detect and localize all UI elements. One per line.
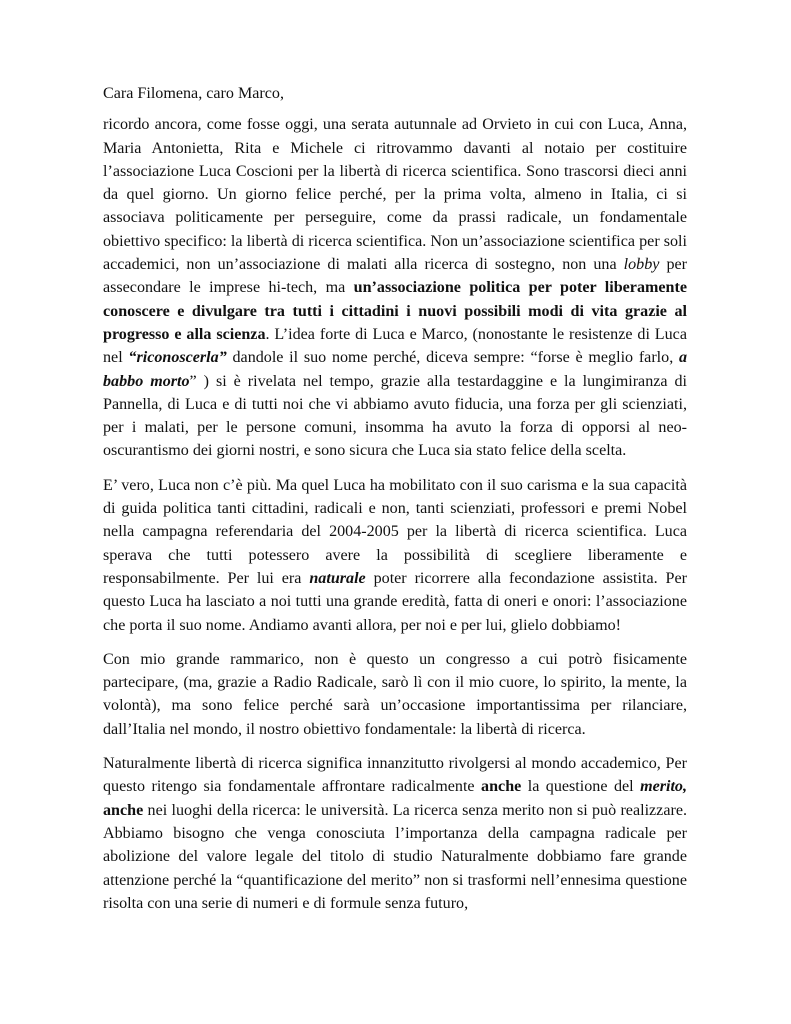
emphasized-text: anche — [103, 801, 144, 819]
emphasized-text: un’associazione politica per poter liberamente conoscere e divulgare tra tutti i cittadini i nuovi possibili modi di vita grazie al progresso e alla scienza — [103, 279, 687, 343]
emphasized-text: “riconoscerla” — [128, 349, 227, 367]
paragraph-text: per assecondare le imprese hi-tech, ma — [103, 256, 688, 297]
paragraph-text: ricordo ancora, come fosse oggi, una serata autunnale ad Orvieto in cui con Luca, Anna, Maria Antonietta, Rita e Michele ci ritrovammo davanti al notaio per costituire l’associazione Luca Coscioni per la libertà di ricerca scientifica. Sono trascorsi dieci anni da quel giorno. Un giorno felice perché, per la prima volta, almeno in Italia, ci si associava politicamente per perseguire, come da prassi radicale, un fondamentale obiettivo specifico: la libertà di ricerca scientifica. Non un’associazione scientifica per soli accademici, non un’associazione di malati alla ricerca di sostegno, non una — [103, 116, 687, 274]
emphasized-text: naturale — [309, 569, 366, 587]
paragraph-text: E’ vero, Luca non c’è più. Ma quel Luca ha mobilitato con il suo carisma e la sua capacità di guida politica tanti cittadini, radicali e non, tanti scienziati, professori e premi Nobel nella campagna referendaria del 2004-2005 per la libertà di ricerca scientifica. Luca sperava che tutti potessero avere la possibilità di scegliere liberamente e responsabilmente. Per lui era — [103, 476, 687, 587]
letter-salutation: Cara Filomena, caro Marco, — [103, 85, 284, 102]
paragraph-text: . L’idea forte di Luca e Marco, (nonostante le resistenze di Luca nel — [103, 325, 687, 367]
body-paragraph — [103, 113, 687, 462]
emphasized-text: anche — [481, 778, 522, 796]
paragraph-text: Naturalmente libertà di ricerca significa innanzitutto rivolgersi al mondo accademico, Per questo ritengo sia fondamentale affrontare radicalmente — [103, 755, 687, 796]
emphasized-text: merito, — [640, 778, 687, 796]
letter-body — [103, 113, 687, 915]
paragraph-text: dandole il suo nome perché, diceva sempre: “forse è meglio farlo, — [226, 349, 679, 367]
paragraph-text: poter ricorrere alla fecondazione assistita. Per questo Luca ha lasciato a noi tutti una grande eredità, fatta di oneri e onori: l’associazione che porta il suo nome. Andiamo avanti allora, per noi e per lui, glielo dobbiamo! — [103, 569, 687, 634]
letter-page — [103, 82, 687, 926]
paragraph-text: la questione del — [521, 778, 641, 796]
paragraph-text: ” ) si è rivelata nel tempo, grazie alla testardaggine e la lungimiranza di Pannella, di Luca e di tutti noi che vi abbiamo avuto fiducia, una forza per gli scienziati, per i malati, per le persone comuni, insomma ha avuto la forza di opporsi al neo-oscurantismo dei giorni nostri, e sono sicura che Luca sia stato felice della scelta. — [103, 372, 687, 460]
emphasized-text: a babbo morto — [103, 349, 688, 390]
emphasized-text: lobby — [623, 256, 660, 274]
body-paragraph — [103, 752, 687, 915]
paragraph-text: nei luoghi della ricerca: le università. La ricerca senza merito non si può realizzare. Abbiamo bisogno che venga conosciuta l’importanza della campagna radicale per abolizione del valore legale del titolo di studio Naturalmente dobbiamo fare grande attenzione perché la “quantificazione del merito” non si trasformi nell’ennesima questione risolta con una serie di numeri e di formule senza futuro, — [103, 801, 687, 912]
body-paragraph — [103, 648, 687, 741]
body-paragraph — [103, 474, 687, 637]
paragraph-text: Con mio grande rammarico, non è questo un congresso a cui potrò fisicamente partecipare, (ma, grazie a Radio Radicale, sarò lì con il mio cuore, lo spirito, la mente, la volontà), ma sono felice perché sarà un’occasione importantissima per rilanciare, dall’Italia nel mondo, il nostro obiettivo fondamentale: la libertà di ricerca. — [103, 650, 687, 738]
